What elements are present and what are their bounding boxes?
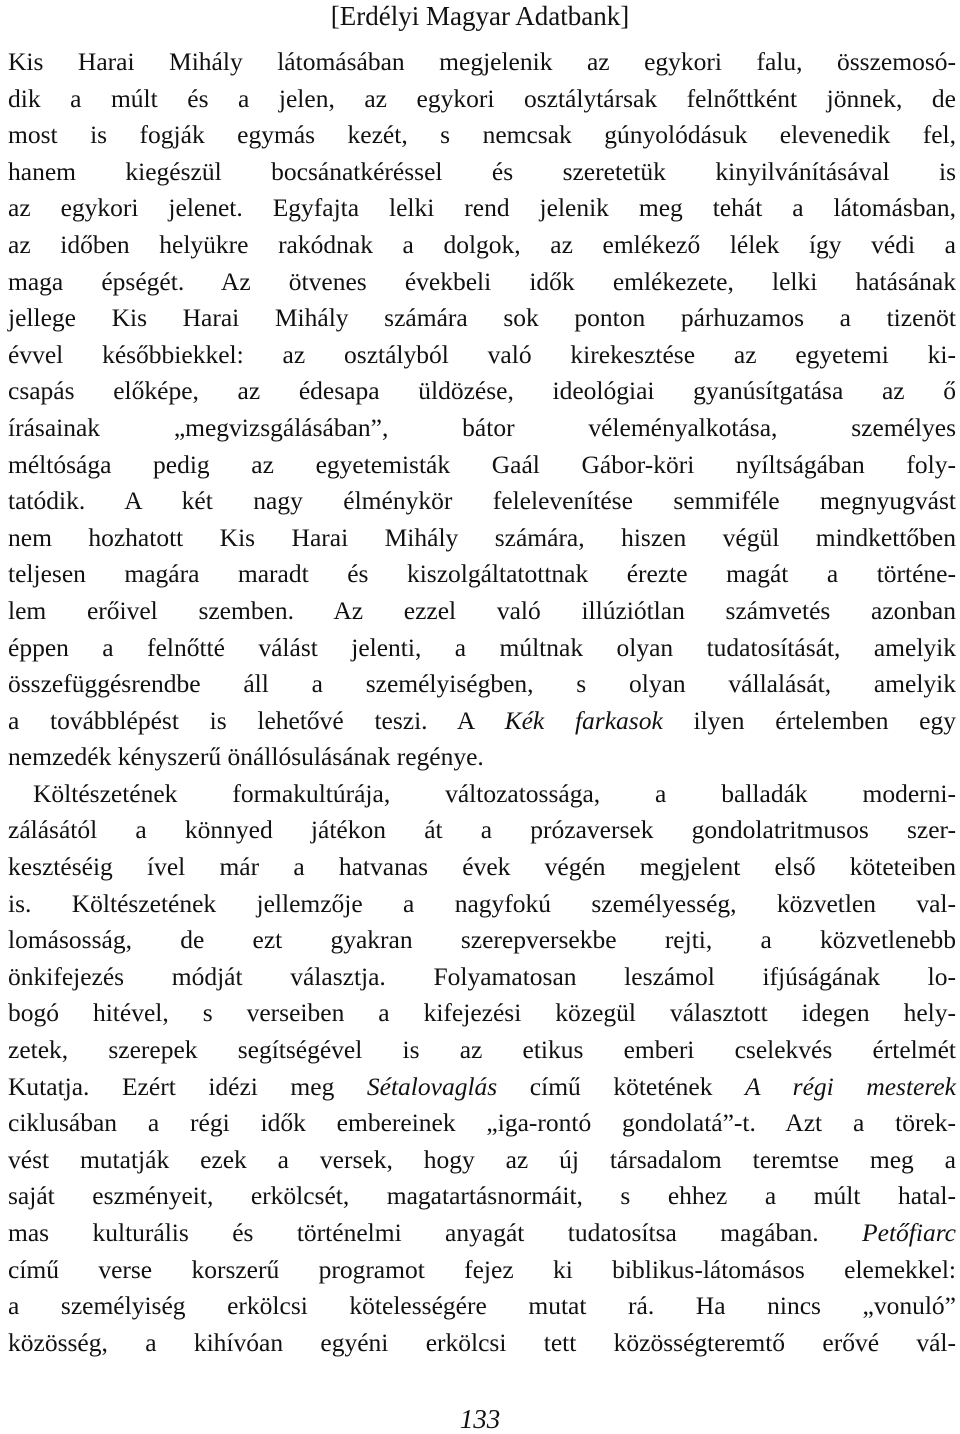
text-line — [8, 1142, 956, 1179]
text-segment: az időben helyükre rakódnak a dolgok, az emlékező lélek így védi a — [8, 229, 956, 259]
text-line — [8, 264, 956, 301]
text-line — [8, 1105, 956, 1142]
text-line — [8, 849, 956, 886]
text-line — [8, 739, 956, 776]
text-line — [8, 44, 956, 81]
text-segment: című kötetének — [497, 1071, 746, 1101]
text-segment: méltósága pedig az egyetemisták Gaál Gábor-köri nyíltságában foly- — [8, 449, 956, 479]
text-line — [8, 1215, 956, 1252]
text-segment: hanem kiegészül bocsánatkéréssel és szeretetük kinyilvánításával is — [8, 156, 956, 186]
text-segment: ilyen értelemben egy — [662, 705, 957, 735]
italic-title-text: A régi mesterek — [745, 1071, 956, 1101]
text-line — [8, 447, 956, 484]
text-segment: nem hozhatott Kis Harai Mihály számára, hiszen végül mindkettőben — [8, 522, 956, 552]
text-segment: kesztéséig ível már a hatvanas évek végén megjelent első köteteiben — [8, 852, 956, 882]
body-text — [8, 44, 956, 1361]
italic-title-text: Sétalovaglás — [366, 1071, 498, 1101]
text-segment: a továbblépést is lehetővé teszi. A — [8, 705, 505, 735]
text-line — [8, 886, 956, 923]
text-segment: Kis Harai Mihály látomásában megjelenik az egykori falu, összemosó- — [8, 47, 956, 76]
text-segment: önkifejezés módját választja. Folyamatosan leszámol ifjúságának lo- — [8, 961, 956, 991]
text-segment: című verse korszerű programot fejez ki biblikus-látomásos elemekkel: — [8, 1254, 956, 1284]
text-line — [8, 556, 956, 593]
page-number: 133 — [459, 1404, 501, 1434]
text-segment: lomásosság, de ezt gyakran szerepversekbe rejti, a közvetlenebb — [8, 925, 956, 955]
text-line — [8, 666, 956, 703]
text-line — [8, 300, 956, 337]
text-segment: nemzedék kényszerű önállósulásának regénye. — [8, 742, 484, 772]
text-line — [8, 117, 956, 154]
text-line — [8, 703, 956, 740]
text-line — [8, 812, 956, 849]
text-segment: is. Költészetének jellemzője a nagyfokú személyesség, közvetlen val- — [8, 888, 956, 918]
text-segment: saját eszményeit, erkölcsét, magatartásnormáit, s ehhez a múlt hatal- — [8, 1181, 956, 1211]
text-segment: mas kulturális és történelmi anyagát tudatosítsa magában. — [8, 1218, 863, 1247]
text-segment: maga épségét. Az ötvenes évekbeli idők emlékezete, lelki hatásának — [8, 266, 956, 296]
text-segment: most is fogják egymás kezét, s nemcsak gúnyolódásuk elevenedik fel, — [8, 120, 956, 150]
text-line — [8, 81, 956, 118]
text-segment: teljesen magára maradt és kiszolgáltatottnak érezte magát a történe- — [8, 559, 956, 589]
italic-title-text: Kék farkasok — [504, 705, 663, 735]
text-line — [8, 520, 956, 557]
text-line — [8, 922, 956, 959]
text-line — [8, 1069, 956, 1106]
text-line — [8, 337, 956, 374]
text-segment: tatódik. A két nagy élménykör felelevenítése semmiféle megnyugvást — [8, 486, 956, 516]
text-line — [8, 1032, 956, 1069]
text-line — [8, 373, 956, 410]
text-line — [8, 483, 956, 520]
page-header: [Erdélyi Magyar Adatbank] — [330, 1, 630, 31]
text-segment: lem erőivel szemben. Az ezzel való illúziótlan számvetés azonban — [8, 595, 956, 625]
text-line — [8, 410, 956, 447]
text-segment: összefüggésrendbe áll a személyiségben, s olyan vállalását, amelyik — [8, 669, 956, 699]
italic-title-text: Petőfiarc — [862, 1218, 956, 1247]
text-segment: vést mutatják ezek a versek, hogy az új társadalom teremtse meg a — [8, 1144, 956, 1174]
text-segment: Költészetének formakultúrája, változatossága, a balladák moderni- — [33, 778, 956, 808]
text-line — [8, 630, 956, 667]
text-segment: az egykori jelenet. Egyfajta lelki rend jelenik meg tehát a látomásban, — [8, 193, 956, 223]
text-segment: a személyiség erkölcsi kötelességére mutat rá. Ha nincs „vonuló” — [8, 1291, 956, 1321]
text-line — [8, 995, 956, 1032]
text-segment: évvel későbbiekkel: az osztályból való kirekesztése az egyetemi ki- — [8, 339, 956, 369]
text-line — [8, 154, 956, 191]
text-line — [8, 1325, 956, 1362]
text-line — [8, 959, 956, 996]
text-segment: zálásától a könnyed játékon át a prózaversek gondolatritmusos szer- — [8, 815, 956, 845]
text-line — [8, 227, 956, 264]
text-line — [8, 1252, 956, 1289]
text-line — [8, 1178, 956, 1215]
text-line — [8, 190, 956, 227]
text-segment: dik a múlt és a jelen, az egykori osztálytársak felnőttként jönnek, de — [8, 83, 956, 113]
text-segment: Kutatja. Ezért idézi meg — [8, 1071, 367, 1101]
text-line — [8, 1288, 956, 1325]
text-segment: írásainak „megvizsgálásában”, bátor véleményalkotása, személyes — [8, 412, 956, 442]
text-segment: ciklusában a régi idők embereinek „iga-rontó gondolatá”-t. Azt a törek- — [8, 1108, 956, 1138]
text-segment: éppen a felnőtté válást jelenti, a múltnak olyan tudatosítását, amelyik — [8, 632, 956, 662]
text-segment: jellege Kis Harai Mihály számára sok ponton párhuzamos a tizenöt — [8, 303, 956, 333]
text-segment: közösség, a kihívóan egyéni erkölcsi tett közösségteremtő erővé vál- — [8, 1327, 956, 1357]
text-segment: zetek, szerepek segítségével is az etikus emberi cselekvés értelmét — [8, 1035, 956, 1065]
text-segment: csapás előképe, az édesapa üldözése, ideológiai gyanúsítgatása az ő — [8, 376, 956, 406]
text-segment: bogó hitével, s verseiben a kifejezési közegül választott idegen hely- — [8, 998, 956, 1028]
text-line — [8, 776, 956, 813]
text-line — [8, 593, 956, 630]
